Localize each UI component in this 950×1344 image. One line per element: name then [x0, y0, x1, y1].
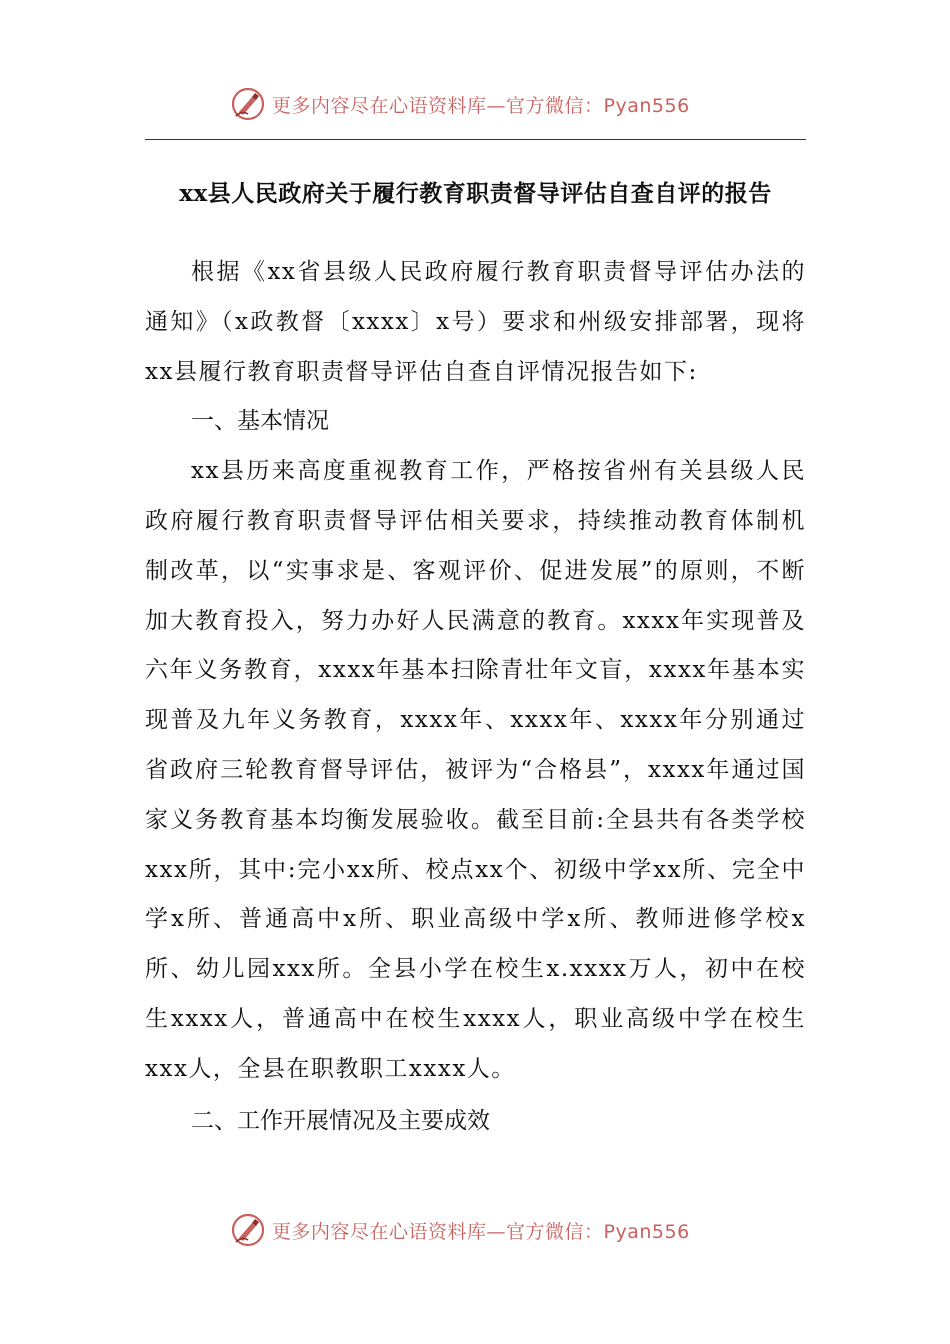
banner-text: 更多内容尽在心语资料库—官方微信：Pyan556 — [272, 94, 690, 117]
document-body — [145, 248, 806, 1146]
banner-text: 更多内容尽在心语资料库—官方微信：Pyan556 — [272, 1220, 690, 1243]
section-heading-basic-situation: 一、基本情况 — [191, 408, 329, 435]
wechat-id: Pyan556 — [603, 94, 690, 117]
header-watermark-banner — [0, 82, 950, 126]
footer-watermark-banner — [0, 1208, 950, 1252]
pen-logo-icon — [230, 86, 266, 122]
wechat-id: Pyan556 — [603, 1220, 690, 1243]
intro-paragraph: 根据《xx省县级人民政府履行教育职责督导评估办法的通知》（x政教督〔xxxx〕x号）要求和州级安排部署，现将xx县履行教育职责督导评估自查自评情况报告如下: — [145, 259, 806, 385]
basic-situation-paragraph: xx县历来高度重视教育工作，严格按省州有关县级人民政府履行教育职责督导评估相关要求，持续推动教育体制机制改革，以“实事求是、客观评价、促进发展”的原则，不断加大教育投入，努力办好人民满意的教育。xxxx年实现普及六年义务教育，xxxx年基本扫除青壮年文盲，xxxx年基本实现普及九年义务教育，xxxx年、xxxx年、xxxx年分别通过省政府三轮教育督导评估，被评为“合格县”，xxxx年通过国家义务教育基本均衡发展验收。截至目前:全县共有各类学校xxx所，其中:完小xx所、校点xx个、初级中学xx所、完全中学x所、普通高中x所、职业高级中学x所、教师进修学校x所、幼儿园xxx所。全县小学在校生x.xxxx万人，初中在校生xxxx人，普通高中在校生xxxx人，职业高级中学在校生xxx人，全县在职教职工xxxx人。 — [145, 458, 806, 1082]
pen-logo-icon — [230, 1212, 266, 1248]
section-heading-work-progress: 二、工作开展情况及主要成效 — [191, 1107, 490, 1134]
header-divider — [145, 139, 806, 140]
document-title: xx县人民政府关于履行教育职责督导评估自查自评的报告 — [179, 180, 772, 207]
